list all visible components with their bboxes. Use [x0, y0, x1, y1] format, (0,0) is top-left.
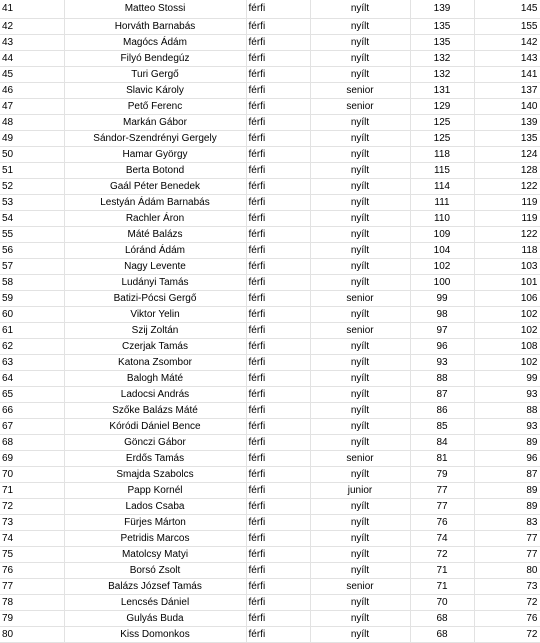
gender-cell[interactable]: férfi [246, 594, 310, 610]
gender-cell[interactable]: férfi [246, 354, 310, 370]
score1-cell[interactable]: 88 [410, 370, 474, 386]
gender-cell[interactable]: férfi [246, 0, 310, 18]
name-cell[interactable]: Lados Csaba [64, 498, 246, 514]
row-number-cell[interactable]: 64 [0, 370, 64, 386]
category-cell[interactable]: nyílt [310, 226, 410, 242]
gender-cell[interactable]: férfi [246, 450, 310, 466]
name-cell[interactable]: Kóródi Dániel Bence [64, 418, 246, 434]
table-row [0, 418, 540, 434]
row-number-cell[interactable]: 50 [0, 146, 64, 162]
row-number-cell[interactable]: 74 [0, 530, 64, 546]
row-number-cell[interactable]: 52 [0, 178, 64, 194]
score2-cell[interactable]: 80 [474, 562, 540, 578]
gender-cell[interactable]: férfi [246, 210, 310, 226]
score1-cell[interactable]: 111 [410, 194, 474, 210]
score2-cell[interactable]: 140 [474, 98, 540, 114]
gender-cell[interactable]: férfi [246, 178, 310, 194]
score1-cell[interactable]: 125 [410, 114, 474, 130]
row-number-cell[interactable]: 67 [0, 418, 64, 434]
row-number-cell[interactable]: 68 [0, 434, 64, 450]
row-number-cell[interactable]: 61 [0, 322, 64, 338]
category-cell[interactable]: nyílt [310, 162, 410, 178]
table-row [0, 146, 540, 162]
gender-cell[interactable]: férfi [246, 498, 310, 514]
score2-cell[interactable]: 76 [474, 610, 540, 626]
name-cell[interactable]: Máté Balázs [64, 226, 246, 242]
table-row [0, 194, 540, 210]
score1-cell[interactable]: 84 [410, 434, 474, 450]
category-cell[interactable]: nyílt [310, 242, 410, 258]
row-number-cell[interactable]: 51 [0, 162, 64, 178]
name-cell[interactable]: Lencsés Dániel [64, 594, 246, 610]
category-cell[interactable]: nyílt [310, 66, 410, 82]
score2-cell[interactable]: 142 [474, 34, 540, 50]
score2-cell[interactable]: 99 [474, 370, 540, 386]
score2-cell[interactable]: 102 [474, 322, 540, 338]
name-cell[interactable]: Horváth Barnabás [64, 18, 246, 34]
category-cell[interactable]: nyílt [310, 258, 410, 274]
gender-cell[interactable]: férfi [246, 66, 310, 82]
table-row [0, 322, 540, 338]
score1-cell[interactable]: 135 [410, 34, 474, 50]
score2-cell[interactable]: 106 [474, 290, 540, 306]
score2-cell[interactable]: 89 [474, 434, 540, 450]
table-row [0, 98, 540, 114]
category-cell[interactable]: senior [310, 450, 410, 466]
category-cell[interactable]: nyílt [310, 18, 410, 34]
name-cell[interactable]: Rachler Áron [64, 210, 246, 226]
table-row [0, 594, 540, 610]
table-row [0, 0, 540, 18]
name-cell[interactable]: Berta Botond [64, 162, 246, 178]
score2-cell[interactable]: 103 [474, 258, 540, 274]
score2-cell[interactable]: 72 [474, 626, 540, 642]
score1-cell[interactable]: 68 [410, 626, 474, 642]
table-row [0, 354, 540, 370]
category-cell[interactable]: nyílt [310, 466, 410, 482]
row-number-cell[interactable]: 72 [0, 498, 64, 514]
category-cell[interactable]: nyílt [310, 146, 410, 162]
gender-cell[interactable]: férfi [246, 82, 310, 98]
score2-cell[interactable]: 83 [474, 514, 540, 530]
gender-cell[interactable]: férfi [246, 434, 310, 450]
gender-cell[interactable]: férfi [246, 322, 310, 338]
category-cell[interactable]: nyílt [310, 498, 410, 514]
score1-cell[interactable]: 104 [410, 242, 474, 258]
row-number-cell[interactable]: 56 [0, 242, 64, 258]
name-cell[interactable]: Papp Kornél [64, 482, 246, 498]
gender-cell[interactable]: férfi [246, 482, 310, 498]
gender-cell[interactable]: férfi [246, 274, 310, 290]
row-number-cell[interactable]: 45 [0, 66, 64, 82]
score1-cell[interactable]: 132 [410, 66, 474, 82]
row-number-cell[interactable]: 57 [0, 258, 64, 274]
name-cell[interactable]: Gulyás Buda [64, 610, 246, 626]
score2-cell[interactable]: 119 [474, 210, 540, 226]
name-cell[interactable]: Smajda Szabolcs [64, 466, 246, 482]
score2-cell[interactable]: 135 [474, 130, 540, 146]
score2-cell[interactable]: 137 [474, 82, 540, 98]
score1-cell[interactable]: 87 [410, 386, 474, 402]
category-cell[interactable]: nyílt [310, 274, 410, 290]
table-row [0, 402, 540, 418]
score1-cell[interactable]: 77 [410, 498, 474, 514]
score1-cell[interactable]: 132 [410, 50, 474, 66]
score1-cell[interactable]: 115 [410, 162, 474, 178]
score2-cell[interactable]: 155 [474, 18, 540, 34]
name-cell[interactable]: Magócs Ádám [64, 34, 246, 50]
score2-cell[interactable]: 122 [474, 178, 540, 194]
row-number-cell[interactable]: 65 [0, 386, 64, 402]
score1-cell[interactable]: 71 [410, 578, 474, 594]
score2-cell[interactable]: 139 [474, 114, 540, 130]
score2-cell[interactable]: 128 [474, 162, 540, 178]
category-cell[interactable]: nyílt [310, 626, 410, 642]
score1-cell[interactable]: 76 [410, 514, 474, 530]
name-cell[interactable]: Pető Ferenc [64, 98, 246, 114]
name-cell[interactable]: Gönczi Gábor [64, 434, 246, 450]
row-number-cell[interactable]: 79 [0, 610, 64, 626]
table-row [0, 562, 540, 578]
name-cell[interactable]: Nagy Levente [64, 258, 246, 274]
row-number-cell[interactable]: 48 [0, 114, 64, 130]
score1-cell[interactable]: 118 [410, 146, 474, 162]
row-number-cell[interactable]: 43 [0, 34, 64, 50]
row-number-cell[interactable]: 59 [0, 290, 64, 306]
score2-cell[interactable]: 118 [474, 242, 540, 258]
gender-cell[interactable]: férfi [246, 626, 310, 642]
name-cell[interactable]: Erdős Tamás [64, 450, 246, 466]
score2-cell[interactable]: 93 [474, 386, 540, 402]
gender-cell[interactable]: férfi [246, 466, 310, 482]
score1-cell[interactable]: 139 [410, 0, 474, 18]
gender-cell[interactable]: férfi [246, 162, 310, 178]
name-cell[interactable]: Sándor-Szendrényi Gergely [64, 130, 246, 146]
table-row [0, 626, 540, 642]
gender-cell[interactable]: férfi [246, 530, 310, 546]
category-cell[interactable]: nyílt [310, 514, 410, 530]
score1-cell[interactable]: 98 [410, 306, 474, 322]
category-cell[interactable]: nyílt [310, 594, 410, 610]
category-cell[interactable]: nyílt [310, 306, 410, 322]
score1-cell[interactable]: 96 [410, 338, 474, 354]
row-number-cell[interactable]: 44 [0, 50, 64, 66]
name-cell[interactable]: Balázs József Tamás [64, 578, 246, 594]
row-number-cell[interactable]: 70 [0, 466, 64, 482]
score2-cell[interactable]: 77 [474, 546, 540, 562]
category-cell[interactable]: nyílt [310, 546, 410, 562]
table-row [0, 466, 540, 482]
score2-cell[interactable]: 102 [474, 306, 540, 322]
table-row [0, 450, 540, 466]
name-cell[interactable]: Szij Zoltán [64, 322, 246, 338]
name-cell[interactable]: Ludányi Tamás [64, 274, 246, 290]
score2-cell[interactable]: 73 [474, 578, 540, 594]
score1-cell[interactable]: 125 [410, 130, 474, 146]
gender-cell[interactable]: férfi [246, 610, 310, 626]
category-cell[interactable]: nyílt [310, 434, 410, 450]
category-cell[interactable]: nyílt [310, 530, 410, 546]
name-cell[interactable]: Hamar György [64, 146, 246, 162]
score2-cell[interactable]: 96 [474, 450, 540, 466]
table-row [0, 226, 540, 242]
category-cell[interactable]: senior [310, 82, 410, 98]
score1-cell[interactable]: 79 [410, 466, 474, 482]
gender-cell[interactable]: férfi [246, 386, 310, 402]
score1-cell[interactable]: 110 [410, 210, 474, 226]
table-row [0, 498, 540, 514]
row-number-cell[interactable]: 78 [0, 594, 64, 610]
category-cell[interactable]: nyílt [310, 50, 410, 66]
row-number-cell[interactable]: 55 [0, 226, 64, 242]
score1-cell[interactable]: 97 [410, 322, 474, 338]
table-row [0, 434, 540, 450]
row-number-cell[interactable]: 60 [0, 306, 64, 322]
score1-cell[interactable]: 72 [410, 546, 474, 562]
gender-cell[interactable]: férfi [246, 578, 310, 594]
gender-cell[interactable]: férfi [246, 194, 310, 210]
table-row [0, 258, 540, 274]
name-cell[interactable]: Borsó Zsolt [64, 562, 246, 578]
category-cell[interactable]: nyílt [310, 194, 410, 210]
score1-cell[interactable]: 131 [410, 82, 474, 98]
score2-cell[interactable]: 72 [474, 594, 540, 610]
score1-cell[interactable]: 77 [410, 482, 474, 498]
table-row [0, 242, 540, 258]
name-cell[interactable]: Lestyán Ádám Barnabás [64, 194, 246, 210]
name-cell[interactable]: Viktor Yelin [64, 306, 246, 322]
table-row [0, 34, 540, 50]
row-number-cell[interactable]: 73 [0, 514, 64, 530]
table-row [0, 338, 540, 354]
category-cell[interactable]: nyílt [310, 210, 410, 226]
score1-cell[interactable]: 93 [410, 354, 474, 370]
gender-cell[interactable]: férfi [246, 226, 310, 242]
name-cell[interactable]: Turi Gergő [64, 66, 246, 82]
score1-cell[interactable]: 86 [410, 402, 474, 418]
score1-cell[interactable]: 100 [410, 274, 474, 290]
table-row [0, 18, 540, 34]
table-row [0, 610, 540, 626]
table-row [0, 578, 540, 594]
category-cell[interactable]: nyílt [310, 370, 410, 386]
table-row [0, 514, 540, 530]
gender-cell[interactable]: férfi [246, 114, 310, 130]
category-cell[interactable]: nyílt [310, 562, 410, 578]
row-number-cell[interactable]: 62 [0, 338, 64, 354]
score2-cell[interactable]: 102 [474, 354, 540, 370]
score1-cell[interactable]: 81 [410, 450, 474, 466]
row-number-cell[interactable]: 42 [0, 18, 64, 34]
name-cell[interactable]: Lóránd Ádám [64, 242, 246, 258]
gender-cell[interactable]: férfi [246, 258, 310, 274]
table-row [0, 130, 540, 146]
gender-cell[interactable]: férfi [246, 514, 310, 530]
gender-cell[interactable]: férfi [246, 242, 310, 258]
table-row [0, 210, 540, 226]
name-cell[interactable]: Gaál Péter Benedek [64, 178, 246, 194]
table-row [0, 162, 540, 178]
score2-cell[interactable]: 93 [474, 418, 540, 434]
gender-cell[interactable]: férfi [246, 370, 310, 386]
gender-cell[interactable]: férfi [246, 290, 310, 306]
row-number-cell[interactable]: 41 [0, 0, 64, 18]
row-number-cell[interactable]: 76 [0, 562, 64, 578]
score2-cell[interactable]: 89 [474, 498, 540, 514]
category-cell[interactable]: nyílt [310, 402, 410, 418]
gender-cell[interactable]: férfi [246, 50, 310, 66]
gender-cell[interactable]: férfi [246, 306, 310, 322]
score2-cell[interactable]: 124 [474, 146, 540, 162]
gender-cell[interactable]: férfi [246, 562, 310, 578]
gender-cell[interactable]: férfi [246, 546, 310, 562]
row-number-cell[interactable]: 63 [0, 354, 64, 370]
score1-cell[interactable]: 109 [410, 226, 474, 242]
score1-cell[interactable]: 135 [410, 18, 474, 34]
score1-cell[interactable]: 99 [410, 290, 474, 306]
name-cell[interactable]: Markán Gábor [64, 114, 246, 130]
name-cell[interactable]: Czerjak Tamás [64, 338, 246, 354]
table-row [0, 50, 540, 66]
gender-cell[interactable]: férfi [246, 18, 310, 34]
score2-cell[interactable]: 119 [474, 194, 540, 210]
category-cell[interactable]: nyílt [310, 354, 410, 370]
table-row [0, 546, 540, 562]
table-row [0, 482, 540, 498]
gender-cell[interactable]: férfi [246, 34, 310, 50]
name-cell[interactable]: Slavic Károly [64, 82, 246, 98]
gender-cell[interactable]: férfi [246, 130, 310, 146]
category-cell[interactable]: nyílt [310, 338, 410, 354]
score2-cell[interactable]: 108 [474, 338, 540, 354]
name-cell[interactable]: Katona Zsombor [64, 354, 246, 370]
category-cell[interactable]: junior [310, 482, 410, 498]
row-number-cell[interactable]: 69 [0, 450, 64, 466]
name-cell[interactable]: Balogh Máté [64, 370, 246, 386]
row-number-cell[interactable]: 58 [0, 274, 64, 290]
row-number-cell[interactable]: 80 [0, 626, 64, 642]
row-number-cell[interactable]: 77 [0, 578, 64, 594]
score2-cell[interactable]: 101 [474, 274, 540, 290]
score2-cell[interactable]: 77 [474, 530, 540, 546]
table-row [0, 306, 540, 322]
score2-cell[interactable]: 141 [474, 66, 540, 82]
score1-cell[interactable]: 70 [410, 594, 474, 610]
row-number-cell[interactable]: 71 [0, 482, 64, 498]
score1-cell[interactable]: 85 [410, 418, 474, 434]
name-cell[interactable]: Szőke Balázs Máté [64, 402, 246, 418]
row-number-cell[interactable]: 53 [0, 194, 64, 210]
score2-cell[interactable]: 145 [474, 0, 540, 18]
row-number-cell[interactable]: 46 [0, 82, 64, 98]
score1-cell[interactable]: 71 [410, 562, 474, 578]
category-cell[interactable]: nyílt [310, 34, 410, 50]
category-cell[interactable]: senior [310, 98, 410, 114]
name-cell[interactable]: Petridis Marcos [64, 530, 246, 546]
table-row [0, 370, 540, 386]
table-row [0, 82, 540, 98]
score2-cell[interactable]: 89 [474, 482, 540, 498]
row-number-cell[interactable]: 47 [0, 98, 64, 114]
name-cell[interactable]: Batizi-Pócsi Gergő [64, 290, 246, 306]
row-number-cell[interactable]: 54 [0, 210, 64, 226]
table-row [0, 114, 540, 130]
score2-cell[interactable]: 143 [474, 50, 540, 66]
row-number-cell[interactable]: 49 [0, 130, 64, 146]
name-cell[interactable]: Filyó Bendegúz [64, 50, 246, 66]
category-cell[interactable]: nyílt [310, 418, 410, 434]
name-cell[interactable]: Matolcsy Matyi [64, 546, 246, 562]
score1-cell[interactable]: 114 [410, 178, 474, 194]
score2-cell[interactable]: 88 [474, 402, 540, 418]
score1-cell[interactable]: 68 [410, 610, 474, 626]
gender-cell[interactable]: férfi [246, 338, 310, 354]
gender-cell[interactable]: férfi [246, 418, 310, 434]
score1-cell[interactable]: 102 [410, 258, 474, 274]
table-row [0, 386, 540, 402]
score2-cell[interactable]: 87 [474, 466, 540, 482]
table-row [0, 290, 540, 306]
table-row [0, 530, 540, 546]
category-cell[interactable]: senior [310, 578, 410, 594]
gender-cell[interactable]: férfi [246, 402, 310, 418]
category-cell[interactable]: nyílt [310, 386, 410, 402]
category-cell[interactable]: nyílt [310, 114, 410, 130]
table-row [0, 66, 540, 82]
name-cell[interactable]: Kiss Domonkos [64, 626, 246, 642]
category-cell[interactable]: nyílt [310, 130, 410, 146]
row-number-cell[interactable]: 75 [0, 546, 64, 562]
category-cell[interactable]: nyílt [310, 0, 410, 18]
row-number-cell[interactable]: 66 [0, 402, 64, 418]
name-cell[interactable]: Matteo Stossi [64, 0, 246, 18]
category-cell[interactable]: senior [310, 290, 410, 306]
category-cell[interactable]: nyílt [310, 610, 410, 626]
score1-cell[interactable]: 129 [410, 98, 474, 114]
score1-cell[interactable]: 74 [410, 530, 474, 546]
name-cell[interactable]: Ladocsi András [64, 386, 246, 402]
score2-cell[interactable]: 122 [474, 226, 540, 242]
gender-cell[interactable]: férfi [246, 146, 310, 162]
category-cell[interactable]: senior [310, 322, 410, 338]
category-cell[interactable]: nyílt [310, 178, 410, 194]
name-cell[interactable]: Fürjes Márton [64, 514, 246, 530]
table-row [0, 178, 540, 194]
gender-cell[interactable]: férfi [246, 98, 310, 114]
table-row [0, 274, 540, 290]
